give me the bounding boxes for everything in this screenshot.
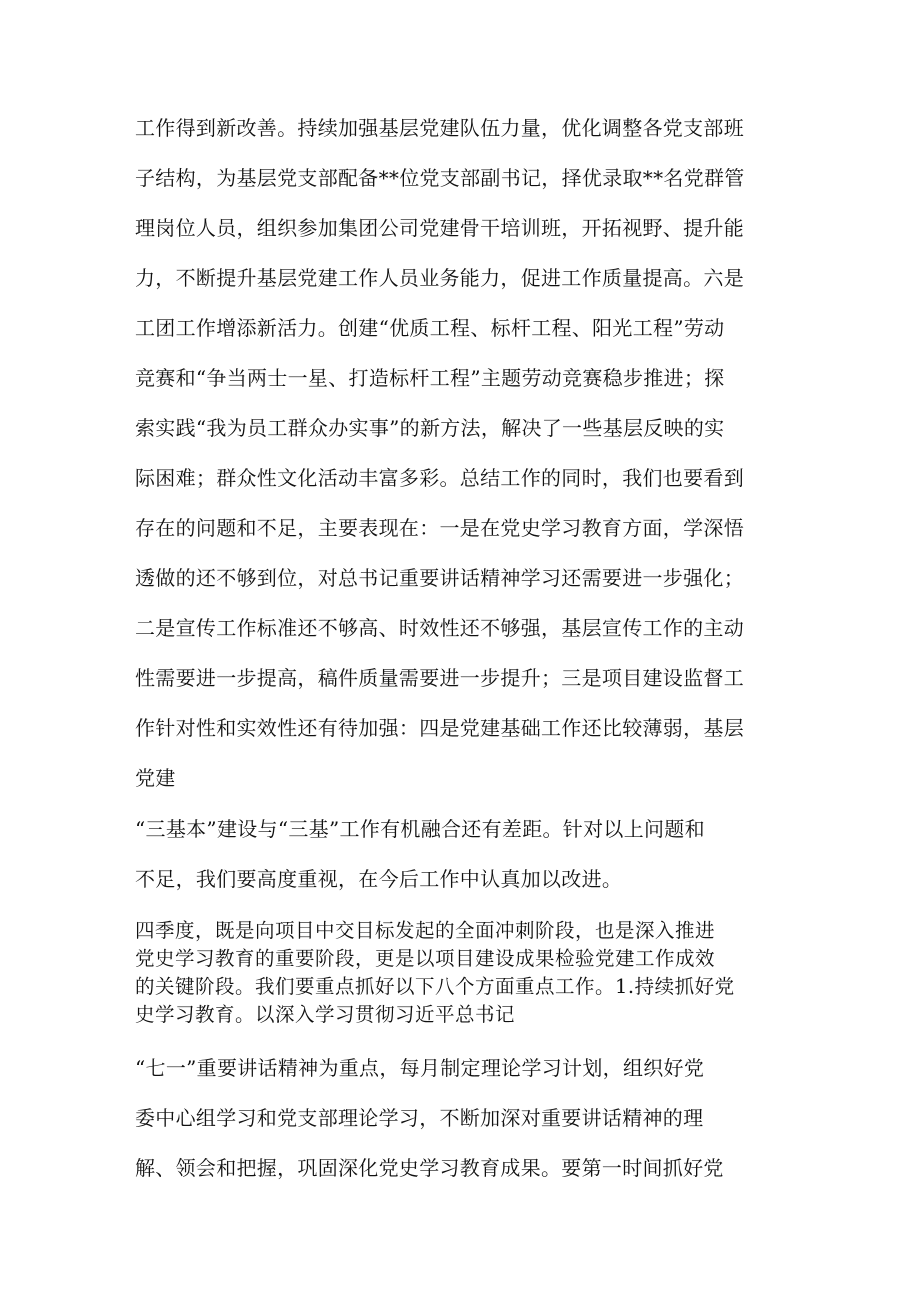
paragraph-line: 性需要进一步提高，稿件质量需要进一步提升；三是项目建设监督工	[135, 666, 744, 690]
paragraph-line: 的关键阶段。我们要重点抓好以下八个方面重点工作。1.持续抓好党	[135, 975, 735, 998]
paragraph-line: 四季度，既是向项目中交目标发起的全面冲刺阶段，也是深入推进	[135, 919, 716, 942]
paragraph-line: 党史学习教育的重要阶段，更是以项目建设成果检验党建工作成效	[135, 947, 716, 970]
paragraph-line: 作针对性和实效性还有待加强：四是党建基础工作还比较薄弱，基层	[135, 716, 744, 740]
paragraph-line: 史学习教育。以深入学习贯彻习近平总书记	[135, 1003, 516, 1026]
paragraph-line: 不足，我们要高度重视，在今后工作中认真加以改进。	[135, 867, 623, 891]
paragraph-line: 工团工作增添新活力。创建“优质工程、标杆工程、阳光工程”劳动	[135, 316, 725, 340]
paragraph-line: 透做的还不够到位，对总书记重要讲话精神学习还需要进一步强化；	[135, 566, 744, 590]
paragraph-line: 存在的问题和不足，主要表现在：一是在党史学习教育方面，学深悟	[135, 516, 744, 540]
paragraph-line: 委中心组学习和党支部理论学习，不断加深对重要讲话精神的理	[135, 1106, 704, 1130]
paragraph-line: 际困难；群众性文化活动丰富多彩。总结工作的同时，我们也要看到	[135, 466, 744, 490]
paragraph-line: 竞赛和“争当两士一星、打造标杆工程”主题劳动竞赛稳步推进；探	[135, 366, 725, 390]
paragraph-line: 力，不断提升基层党建工作人员业务能力，促进工作质量提高。六是	[135, 266, 744, 290]
paragraph-line: 工作得到新改善。持续加强基层党建队伍力量，优化调整各党支部班	[135, 116, 744, 140]
paragraph-line: 子结构，为基层党支部配备**位党支部副书记，择优录取**名党群管	[135, 166, 745, 190]
paragraph-line: “三基本”建设与“三基”工作有机融合还有差距。针对以上问题和	[135, 817, 705, 841]
paragraph-line: 理岗位人员，组织参加集团公司党建骨干培训班，开拓视野、提升能	[135, 216, 744, 240]
paragraph-line: 索实践“我为员工群众办实事”的新方法，解决了一些基层反映的实	[135, 416, 725, 440]
paragraph-line: “七一”重要讲话精神为重点，每月制定理论学习计划，组织好党	[135, 1056, 705, 1080]
paragraph-line: 二是宣传工作标准还不够高、时效性还不够强，基层宣传工作的主动	[135, 616, 744, 640]
paragraph-line: 党建	[135, 766, 176, 790]
paragraph-line: 解、领会和把握，巩固深化党史学习教育成果。要第一时间抓好党	[135, 1156, 724, 1180]
